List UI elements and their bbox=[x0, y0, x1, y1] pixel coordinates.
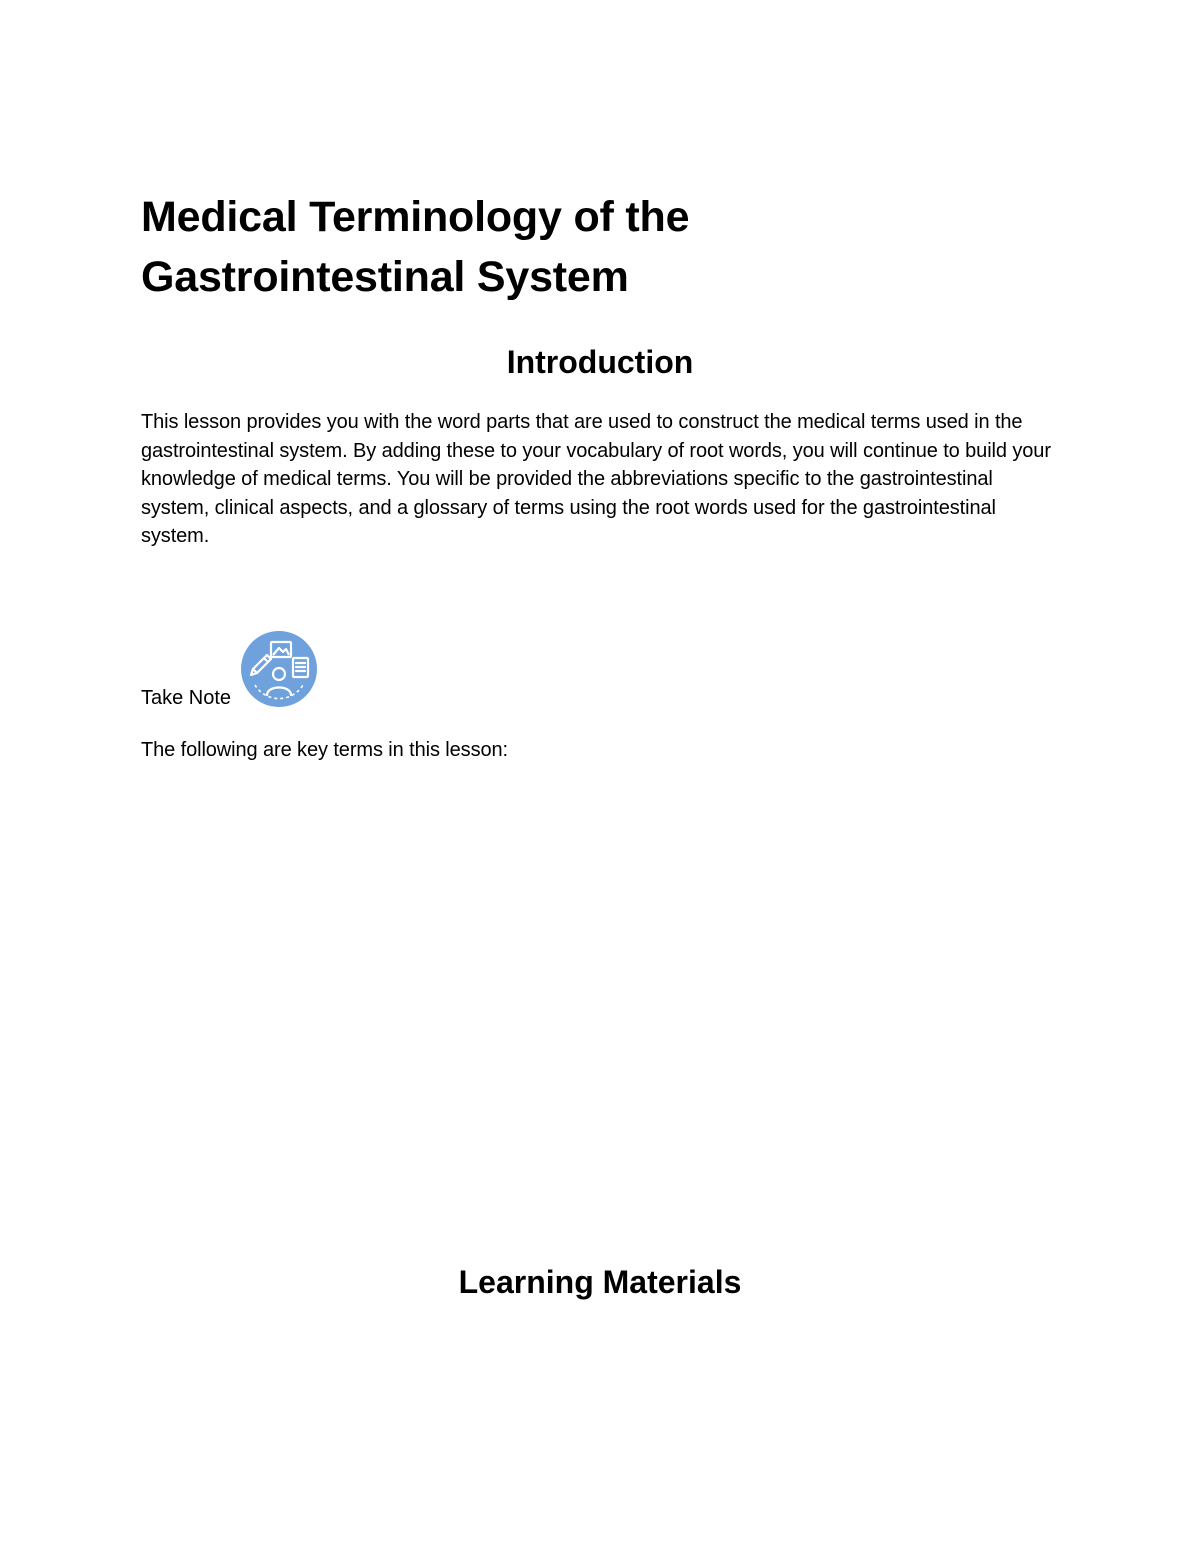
learning-materials-heading: Learning Materials bbox=[458, 1264, 742, 1300]
document-title: Medical Terminology of the Gastrointestinal System bbox=[141, 193, 690, 301]
introduction-paragraph: This lesson provides you with the word parts that are used to construct the medical terms used in the gastrointestinal system. By adding these to your vocabulary of root words, you will continue to build your knowledge of medical terms. You will be provided the abbreviations specific to the gastrointestinal system, clinical aspects, and a glossary of terms using the root words used for the gastrointestinal system. bbox=[141, 411, 1051, 548]
introduction-heading: Introduction bbox=[506, 344, 694, 380]
take-note-callout bbox=[141, 630, 317, 710]
take-note-icon bbox=[241, 631, 317, 707]
take-note-label: Take Note bbox=[141, 687, 232, 709]
key-terms-intro: The following are key terms in this lesson: bbox=[141, 739, 508, 761]
